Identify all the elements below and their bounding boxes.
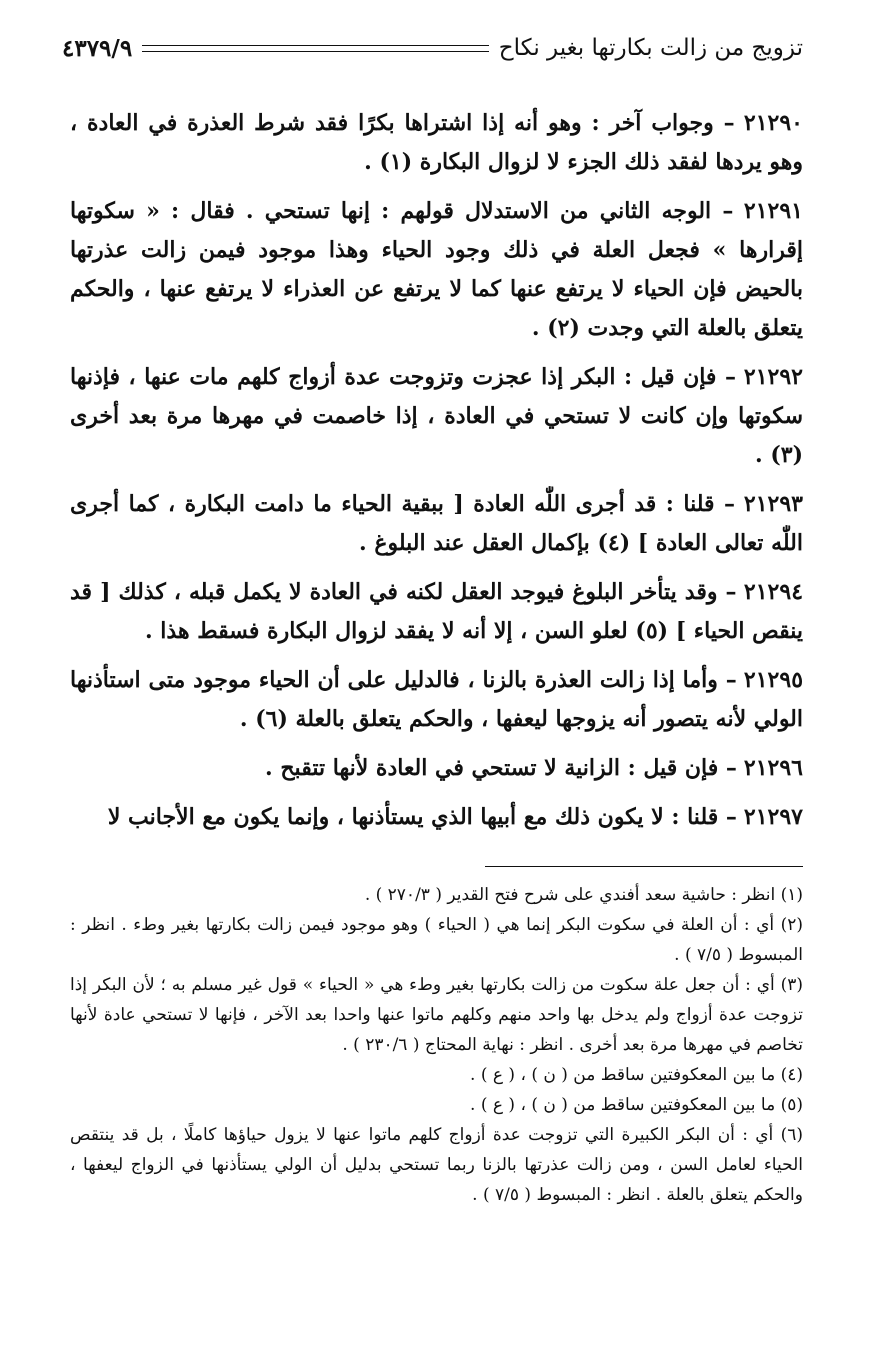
footnote-6: (٦) أي : أن البكر الكبيرة التي تزوجت عدة أزواج كلهم ماتوا عنها لا يزول حياؤها كاملًا ، بل قد ينتقص الحياء لعامل السن ، ومن زالت عذرتها بالزنا ربما تستحي بدليل أن الولي يستأذنها في الزواج ليعفها ، والحكم يتعلق بالعلة . انظر : المبسوط ( ٧/٥ ) . <box>70 1125 803 1205</box>
paragraph-number: ٢١٢٩٢ <box>743 364 803 390</box>
paragraph-text: – وقد يتأخر البلوغ فيوجد العقل لكنه في العادة لا يكمل قبله ، كذلك [ قد ينقص الحياء ] (٥) لعلو السن ، إلا أنه لا يفقد لزوال البكارة فسقط هذا . <box>70 579 803 644</box>
paragraph <box>70 798 803 837</box>
paragraph <box>70 358 803 475</box>
paragraph-text: – وأما إذا زالت العذرة بالزنا ، فالدليل على أن الحياء موجود متى استأذنها الولي لأنه يتصور أنه يزوجها ليعفها ، والحكم يتعلق بالعلة (٦) . <box>70 667 803 732</box>
header-double-rule <box>142 45 489 52</box>
main-text <box>70 104 803 847</box>
footnote-3: (٣) أي : أن جعل علة سكوت من زالت بكارتها بغير وطء هي « الحياء » قول غير مسلم به ؛ لأن البكر إذا تزوجت عدة أزواج ولم يدخل بها واحد منهم وكلهم ماتوا عنها واحدا بعد الآخر ، فإنها لا تستحي عادة لأنها تخاصم في مهرها مرة بعد أخرى . انظر : نهاية المحتاج ( ٢٣٠/٦ ) . <box>70 975 803 1055</box>
footnote-separator <box>485 866 803 867</box>
footnote-4: (٤) ما بين المعكوفتين ساقط من ( ن ) ، ( ع ) . <box>470 1065 803 1085</box>
paragraph <box>70 104 803 182</box>
running-title: تزويج من زالت بكارتها بغير نكاح <box>498 35 803 61</box>
running-header <box>62 30 803 66</box>
paragraph-text: – قلنا : لا يكون ذلك مع أبيها الذي يستأذنها ، وإنما يكون مع الأجانب لا <box>107 804 737 830</box>
paragraph-number: ٢١٢٩١ <box>743 198 803 224</box>
paragraph-number: ٢١٢٩٥ <box>743 667 804 693</box>
paragraph-number: ٢١٢٩٠ <box>743 110 803 136</box>
paragraph-number: ٢١٢٩٤ <box>743 579 804 605</box>
paragraph-text: – قلنا : قد أجرى اللّٰه العادة [ ببقية الحياء ما دامت البكارة ، كما أجرى اللّٰه تعالى العادة ] (٤) بإكمال العقل عند البلوغ . <box>70 491 803 556</box>
footnote-2: (٢) أي : أن العلة في سكوت البكر إنما هي ( الحياء ) وهو موجود فيمن زالت بكارتها بغير وطء . انظر : المبسوط ( ٧/٥ ) . <box>70 915 803 965</box>
paragraph-text: – وجواب آخر : وهو أنه إذا اشتراها بكرًا فقد شرط العذرة في العادة ، وهو يردها لفقد ذلك الجزء لا لزوال البكارة (١) . <box>70 110 803 175</box>
paragraph-text: – فإن قيل : البكر إذا عجزت وتزوجت عدة أزواج كلهم مات عنها ، فإذنها سكوتها وإن كانت لا تستحي في العادة ، إذا خاصمت في مهرها مرة بعد أخرى (٣) . <box>70 364 803 468</box>
paragraph-number: ٢١٢٩٦ <box>743 755 803 781</box>
footnote-1: (١) انظر : حاشية سعد أفندي على شرح فتح القدير ( ٢٧٠/٣ ) . <box>364 885 803 905</box>
footnote-5: (٥) ما بين المعكوفتين ساقط من ( ن ) ، ( ع ) . <box>470 1095 803 1115</box>
paragraph-text: – فإن قيل : الزانية لا تستحي في العادة لأنها تتقبح . <box>265 755 737 781</box>
paragraph <box>70 661 803 739</box>
paragraph <box>70 485 803 563</box>
paragraph-number: ٢١٢٩٣ <box>743 491 803 517</box>
paragraph-number: ٢١٢٩٧ <box>743 804 803 830</box>
paragraph <box>70 573 803 651</box>
footnotes <box>70 880 803 1210</box>
paragraph <box>70 192 803 348</box>
page-number: ٤٣٧٩/٩ <box>62 34 133 62</box>
paragraph-text: – الوجه الثاني من الاستدلال قولهم : إنها تستحي . فقال : « سكوتها إقرارها » فجعل العلة في ذلك وجود الحياء وهذا موجود فيمن زالت عذرتها بالحيض فإن الحياء لا يرتفع عنها كما لا يرتفع عن العذراء لا يرتفع عنها ، والحكم يتعلق بالعلة التي وجدت (٢) . <box>70 198 803 341</box>
paragraph <box>70 749 803 788</box>
